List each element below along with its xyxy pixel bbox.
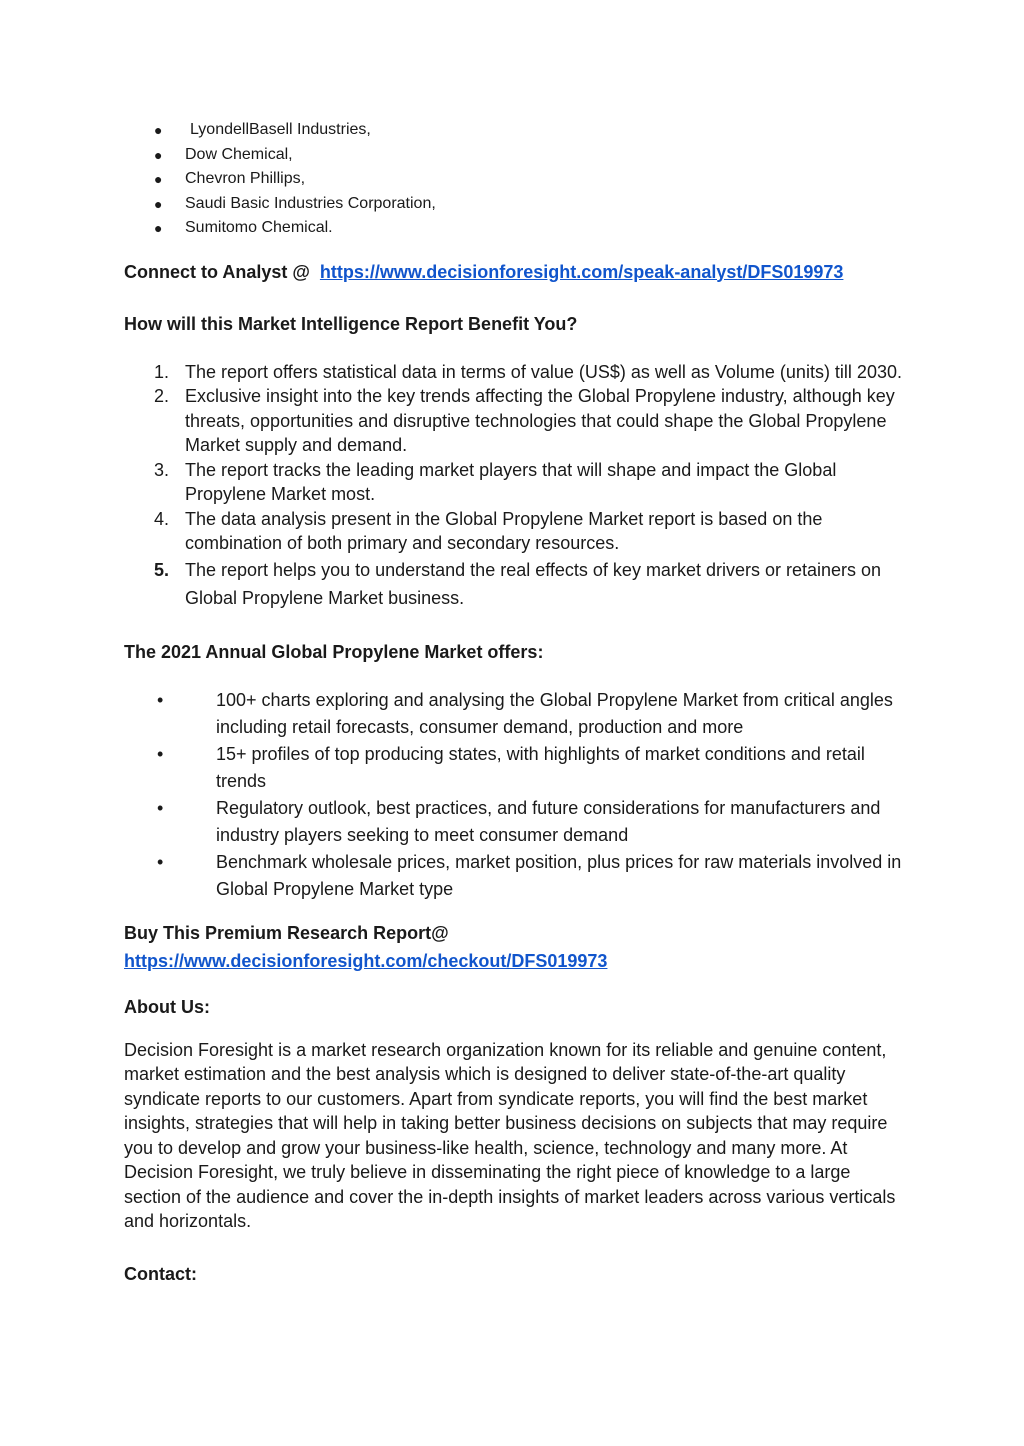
about-heading: About Us: (124, 996, 210, 1017)
bullet-icon: • (157, 797, 164, 818)
item-number: 3. (154, 459, 170, 480)
buy-label: Buy This Premium Research Report@ (124, 922, 449, 943)
list-item (124, 167, 904, 192)
bullet-icon: ● (154, 220, 163, 236)
offers-list (124, 687, 904, 903)
item-text: The report helps you to understand the real effects of key market drivers or retainers on Global Propylene Market business. (185, 559, 882, 608)
bullet-icon: • (157, 743, 164, 764)
list-item (124, 849, 904, 903)
bullet-icon: ● (154, 122, 163, 138)
connect-label: Connect to Analyst @ (124, 261, 310, 282)
list-item (124, 687, 904, 741)
bullet-icon: ● (154, 146, 163, 163)
document-page (124, 118, 904, 1286)
list-item (124, 795, 904, 849)
list-item (124, 192, 904, 217)
item-text: The report tracks the leading market players that will shape and impact the Global Propylene Market most. (185, 459, 837, 504)
item-number: 1. (154, 361, 170, 382)
company-name: Dow Chemical, (185, 145, 293, 163)
checkout-link[interactable]: https://www.decisionforesight.com/checkout/DFS019973 (124, 950, 608, 971)
item-number: 5. (154, 559, 170, 580)
connect-line (124, 260, 904, 284)
list-item (124, 458, 904, 507)
company-list (124, 118, 904, 241)
bullet-icon: • (157, 689, 164, 710)
item-number: 2. (154, 386, 170, 406)
item-text: 100+ charts exploring and analysing the Global Propylene Market from critical angles including retail forecasts, consumer demand, production and more (216, 689, 893, 737)
list-item (124, 216, 904, 241)
contact-heading: Contact: (124, 1263, 197, 1284)
item-text: The report offers statistical data in terms of value (US$) as well as Volume (units) till 2030. (185, 361, 902, 382)
company-name: LyondellBasell Industries, (190, 121, 371, 138)
list-item (124, 143, 904, 168)
buy-line (124, 947, 904, 975)
list-item (124, 118, 904, 143)
list-item (124, 556, 904, 612)
bullet-icon: ● (154, 195, 163, 212)
company-name: Chevron Phillips, (185, 170, 306, 187)
offers-heading: The 2021 Annual Global Propylene Market offers: (124, 641, 544, 662)
bullet-icon: ● (154, 171, 163, 187)
item-text: 15+ profiles of top producing states, with highlights of market conditions and retail trends (216, 743, 865, 791)
list-item (124, 741, 904, 795)
list-item (124, 507, 904, 556)
item-text: The data analysis present in the Global Propylene Market report is based on the combination of both primary and secondary resources. (185, 508, 823, 553)
about-text: Decision Foresight is a market research organization known for its reliable and genuine content, market estimation and the best analysis which is designed to deliver state-of-the-art quality syndicate reports to our customers. Apart from syndicate reports, you will find the best market insights, strategies that will help in taking better business decisions on subjects that may require you to develop and grow your business-like health, science, technology and many more. At Decision Foresight, we truly believe in disseminating the right piece of knowledge to a large section of the audience and cover the in-depth insights of market leaders across various verticals and horizontals. (124, 1039, 896, 1231)
benefit-heading: How will this Market Intelligence Report Benefit You? (124, 313, 578, 334)
list-item (124, 384, 904, 458)
list-item (124, 360, 904, 385)
item-number: 4. (154, 508, 170, 529)
speak-analyst-link[interactable]: https://www.decisionforesight.com/speak-analyst/DFS019973 (319, 261, 844, 282)
benefit-list (124, 360, 904, 612)
item-text: Exclusive insight into the key trends affecting the Global Propylene industry, although key threats, opportunities and disruptive technologies that could shape the Global Propylene Market supply and demand. (185, 386, 895, 455)
bullet-icon: • (157, 851, 164, 872)
item-text: Benchmark wholesale prices, market position, plus prices for raw materials involved in Global Propylene Market type (216, 851, 902, 899)
company-name: Sumitomo Chemical. (185, 219, 333, 236)
company-name: Saudi Basic Industries Corporation, (185, 194, 436, 212)
item-text: Regulatory outlook, best practices, and future considerations for manufacturers and industry players seeking to meet consumer demand (216, 797, 881, 845)
